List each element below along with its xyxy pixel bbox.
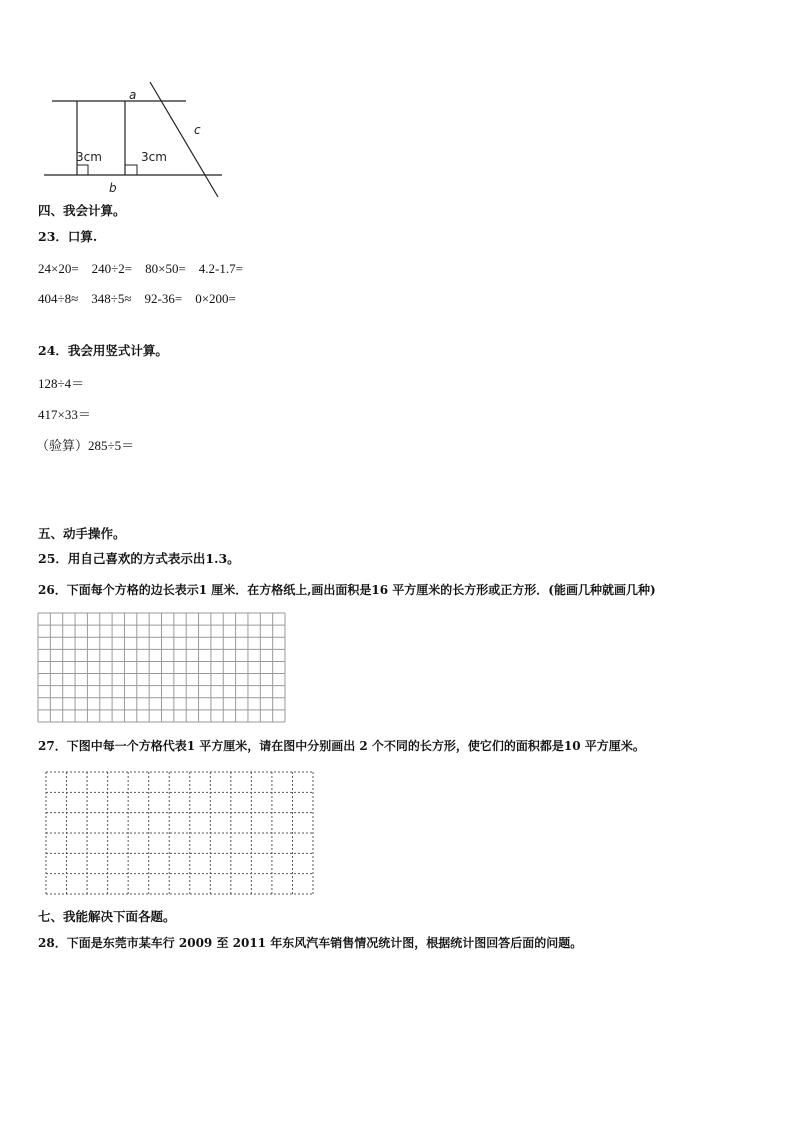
parallel-lines-figure: [0, 0, 794, 210]
height-label-right: 3cm: [141, 150, 167, 164]
section7-title: 七、我能解决下面各题。: [38, 909, 176, 924]
q25-text: 25．用自己喜欢的方式表示出1.3。: [38, 551, 240, 566]
line-c: [150, 82, 218, 197]
right-angle-mark-left: [77, 165, 88, 175]
grid-paper-q26: [38, 613, 286, 723]
q23-title: 23．口算.: [38, 229, 98, 244]
q24-line3: （验算）285÷5＝: [36, 438, 135, 453]
q24-title: 24．我会用竖式计算。: [38, 343, 168, 358]
q23-row2: 404÷8≈ 348÷5≈ 92-36= 0×200=: [38, 291, 236, 306]
label-c: c: [194, 123, 201, 137]
section5-title: 五、动手操作。: [38, 526, 126, 541]
label-b: b: [109, 181, 117, 195]
section4-title: 四、我会计算。: [38, 203, 126, 218]
right-angle-mark-right: [125, 165, 137, 175]
label-a: a: [129, 88, 137, 102]
q28-text: 28．下面是东莞市某车行 2009 至 2011 年东风汽车销售情况统计图，根据统计图回答后面的问题。: [38, 936, 583, 950]
q23-row1: 24×20= 240÷2= 80×50= 4.2-1.7=: [38, 261, 243, 276]
q24-line1: 128÷4＝: [38, 376, 85, 391]
grid-paper-q27: [46, 772, 314, 895]
height-label-left: 3cm: [76, 150, 102, 164]
q27-text: 27．下图中每一个方格代表1 平方厘米，请在图中分别画出 2 个不同的长方形，使它们的面积都是10 平方厘米。: [38, 739, 645, 753]
q24-line2: 417×33＝: [38, 407, 91, 422]
q26-text: 26．下面每个方格的边长表示1 厘米．在方格纸上,画出面积是16 平方厘米的长方形或正方形．(能画几种就画几种): [38, 583, 656, 597]
